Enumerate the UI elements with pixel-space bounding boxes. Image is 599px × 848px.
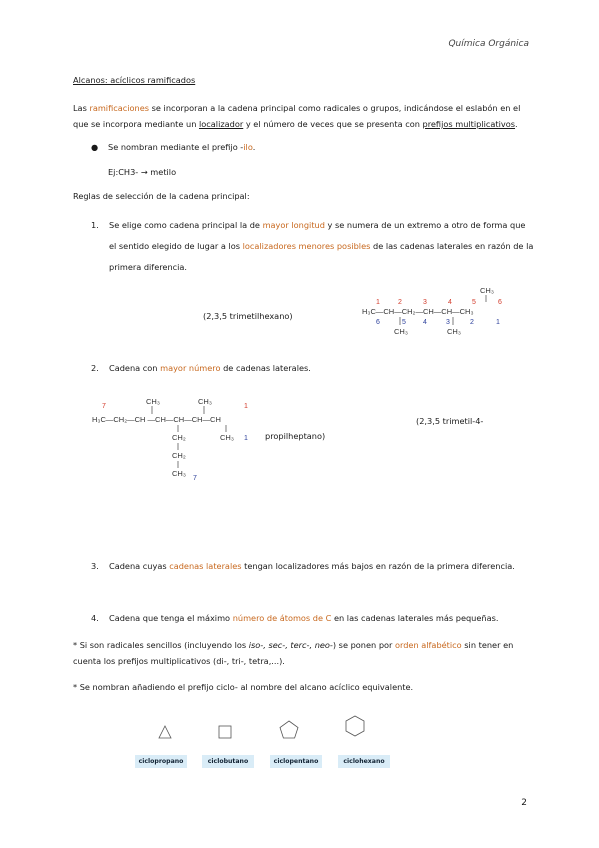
intro-line-2 [73, 116, 520, 132]
rule-number: 1. [91, 220, 99, 230]
hexagon-icon [346, 716, 364, 736]
text: que se incorpora mediante un [73, 119, 199, 129]
rule-number: 4. [91, 613, 99, 623]
rule-number: 3. [91, 561, 99, 571]
bottom-num-2: 2 [470, 319, 474, 326]
rule-number: 2. [91, 363, 99, 373]
rules-title: Reglas de selección de la cadena principal: [73, 191, 250, 201]
text: sin tener en [461, 640, 514, 650]
molecule-2-3-5-trimethylhexane [362, 284, 522, 344]
page-number: 2 [521, 798, 527, 808]
top-num-3: 3 [423, 299, 427, 306]
bottom-num-1: 1 [496, 319, 500, 326]
bottom-num-4: 4 [423, 319, 427, 326]
num-7-left: 7 [102, 403, 106, 410]
substituent-ch3-bottom-1: CH₃ [394, 327, 408, 336]
substituent-ch3-right: CH₃ [220, 433, 234, 442]
main-chain: H₃C—CH₂—CH —CH—CH—CH—CH [92, 415, 221, 424]
text: . [515, 119, 518, 129]
substituent-ch3-top: CH₃ [480, 286, 494, 295]
num-7-blue: 7 [193, 475, 197, 482]
substituent-ch3-bottom-2: CH₃ [447, 327, 461, 336]
propyl-ch2-1: CH₂ [172, 433, 186, 442]
highlight-ramificaciones: ramificaciones [89, 103, 150, 113]
highlight-cadenas-laterales: cadenas laterales [169, 561, 242, 571]
triangle-icon [159, 726, 171, 738]
text: Cadena que tenga el máximo [109, 613, 233, 623]
example-name-1: (2,3,5 trimetilhexano) [203, 311, 293, 321]
text: en las cadenas laterales más pequeñas. [331, 613, 499, 623]
molecule-propylheptane [92, 394, 257, 484]
prefix-list: iso-, sec-, terc-, neo- [248, 640, 333, 650]
intro-line-1 [73, 100, 520, 116]
text: y se numera de un extremo a otro de forma que [324, 220, 526, 230]
bottom-num-6: 6 [376, 319, 380, 326]
label-ciclopentano: ciclopentano [270, 755, 322, 768]
rule-1-line-3 [91, 257, 533, 278]
text: . [252, 142, 256, 152]
substituent-ch3-top-2: CH₃ [198, 397, 212, 406]
num-1-blue: 1 [244, 435, 248, 442]
text: de cadenas laterales. [220, 363, 311, 373]
text: ) se ponen por [332, 640, 395, 650]
text: el sentido elegido de lugar a los [109, 241, 243, 251]
rule-1 [91, 215, 533, 278]
num-1-right: 1 [244, 403, 248, 410]
term-prefijos: prefijos multiplicativos [422, 119, 516, 129]
cycloalkane-shapes [140, 712, 390, 752]
text: cuenta los prefijos multiplicativos (di-, tri-, tetra,...). [73, 656, 285, 666]
top-num-2: 2 [398, 299, 402, 306]
rule-1-line-2 [91, 236, 533, 257]
bottom-num-3: 3 [446, 319, 450, 326]
top-num-4: 4 [448, 299, 452, 306]
text: Se nombran mediante el prefijo - [108, 142, 244, 152]
note-1-line-2 [73, 653, 513, 669]
label-ciclohexano: ciclohexano [338, 755, 390, 768]
highlight-mayor-numero: mayor número [160, 363, 221, 373]
text: tengan localizadores más bajos en razón de la primera diferencia. [241, 561, 515, 571]
text: y el número de veces que se presenta con [243, 119, 423, 129]
propyl-ch2-2: CH₂ [172, 451, 186, 460]
highlight-orden-alfabetico: orden alfabético [395, 640, 462, 650]
text: * Si son radicales sencillos (incluyendo los [73, 640, 249, 650]
running-header: Química Orgánica [448, 39, 529, 49]
bullet-dot: ● [91, 142, 99, 152]
section-title: Alcanos: acíclicos ramificados [73, 75, 196, 85]
highlight-numero-atomos: número de átomos de C [232, 613, 332, 623]
rule-3 [91, 561, 515, 571]
square-icon [219, 726, 231, 738]
text: primera diferencia. [109, 262, 188, 272]
label-ciclopropano: ciclopropano [135, 755, 187, 768]
note-2: * Se nombran añadiendo el prefijo ciclo- al nombre del alcano acíclico equivalente. [73, 682, 414, 692]
text: Cadena cuyas [109, 561, 170, 571]
intro-paragraph [73, 100, 520, 132]
example-name-2b: propilheptano) [265, 431, 326, 441]
highlight-mayor-longitud: mayor longitud [262, 220, 325, 230]
bullet-example: Ej:CH3- → metilo [108, 167, 177, 177]
note-1 [73, 637, 513, 669]
rule-2 [91, 363, 311, 373]
highlight-localizadores: localizadores menores posibles [242, 241, 371, 251]
main-chain: H₃C—CH—CH₂—CH—CH—CH₃ [362, 307, 474, 316]
highlight-ilo: ilo [243, 142, 253, 152]
pentagon-icon [280, 721, 298, 738]
text: Se elige como cadena principal la de [109, 220, 263, 230]
example-name-2a: (2,3,5 trimetil-4- [416, 416, 484, 426]
top-num-6: 6 [498, 299, 502, 306]
bullet-text [108, 142, 255, 152]
top-num-5: 5 [472, 299, 476, 306]
rule-1-line-1 [91, 215, 533, 236]
label-ciclobutano: ciclobutano [202, 755, 254, 768]
text: Cadena con [109, 363, 161, 373]
rule-4 [91, 613, 498, 623]
text: Las [73, 103, 90, 113]
text: de las cadenas laterales en razón de la [370, 241, 534, 251]
substituent-ch3-top-1: CH₃ [146, 397, 160, 406]
term-localizador: localizador [199, 119, 244, 129]
propyl-ch3: CH₃ [172, 469, 186, 478]
top-num-1: 1 [376, 299, 380, 306]
text: se incorporan a la cadena principal como radicales o grupos, indicándose el eslabón en el [149, 103, 521, 113]
note-1-line-1 [73, 637, 513, 653]
bottom-num-5: 5 [402, 319, 406, 326]
